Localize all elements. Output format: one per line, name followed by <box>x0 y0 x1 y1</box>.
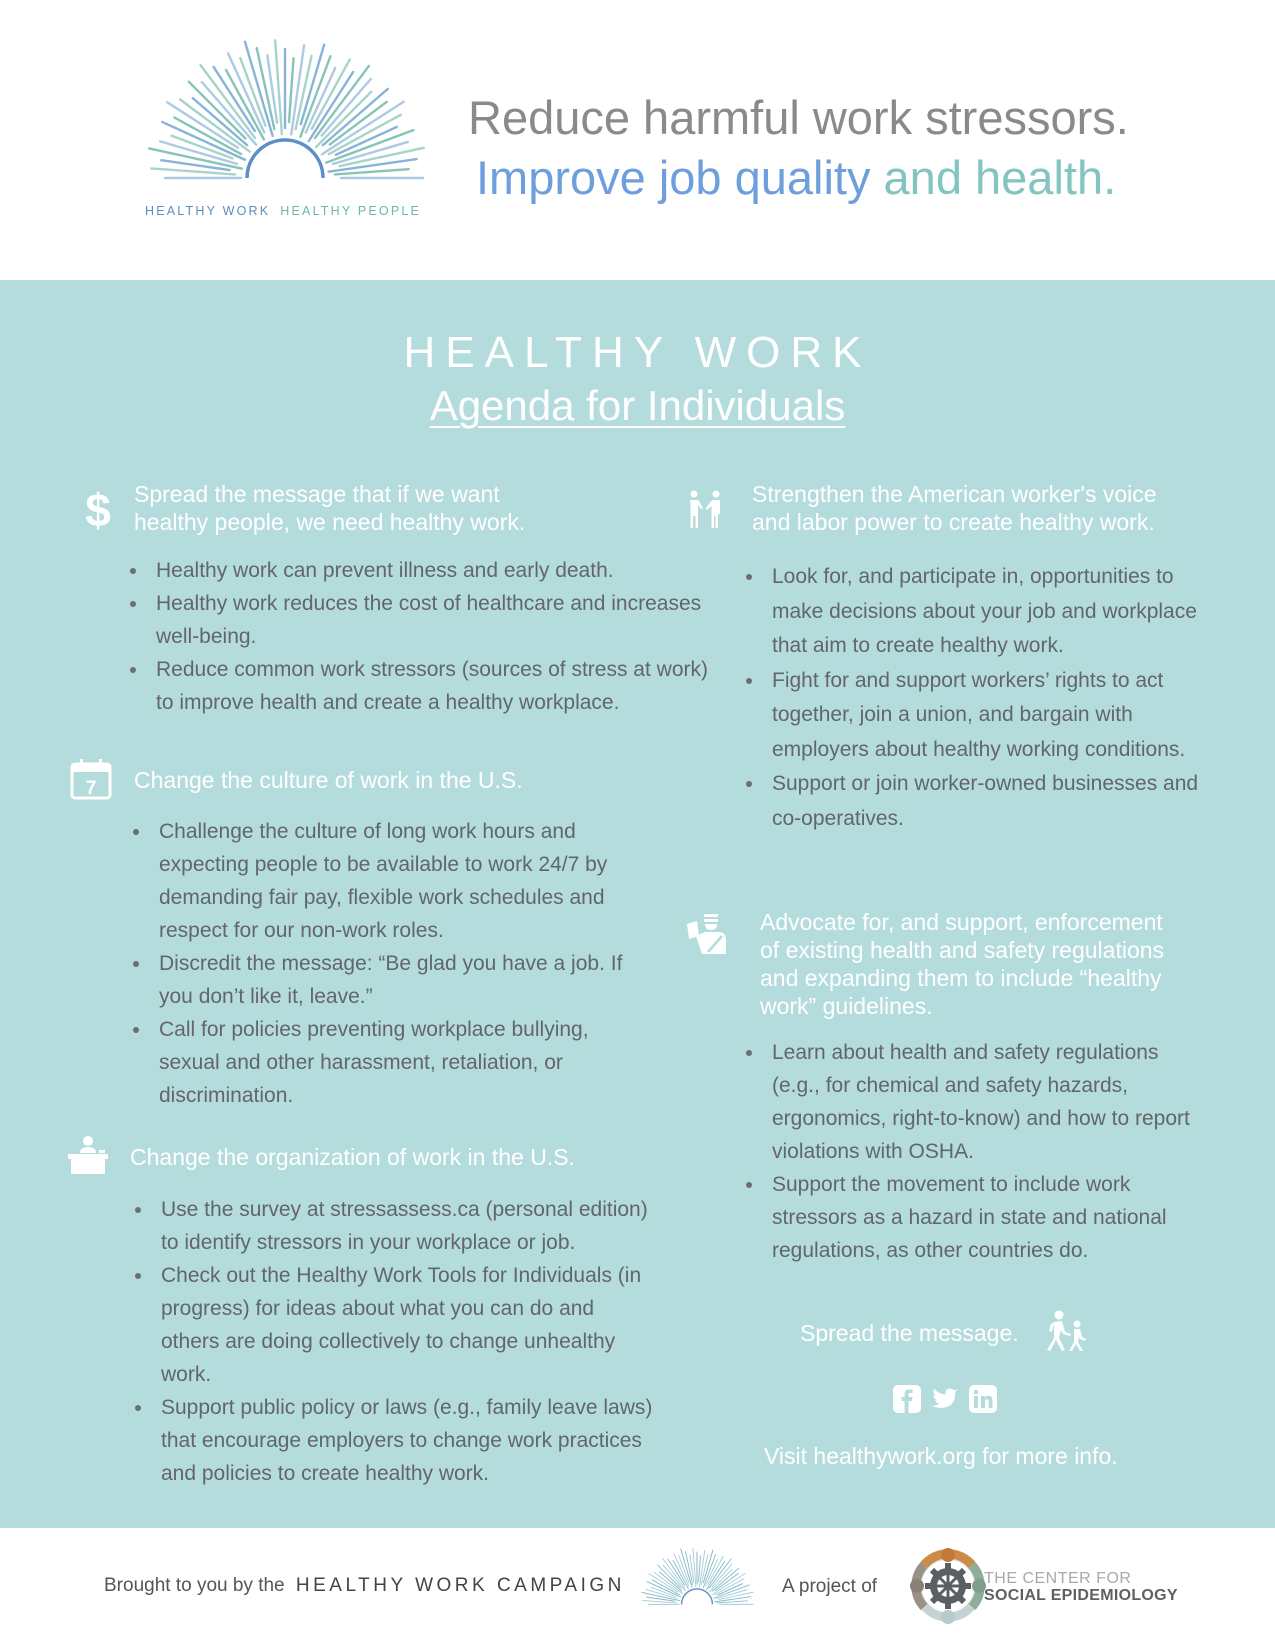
sun-ray <box>714 1585 749 1598</box>
list-item: Reduce common work stressors (sources of stress at work) to improve health and create a healthy workplace. <box>130 653 730 719</box>
cse-wheel-logo-icon <box>910 1548 986 1624</box>
spread-message-text: Spread the message. <box>800 1320 1019 1346</box>
sun-ray <box>161 160 229 170</box>
list-item: Learn about health and safety regulations (e.g., for chemical and safety hazards, ergonomics, right-to-know) and how to report violations with OSHA. <box>746 1036 1206 1168</box>
list-item: Challenge the culture of long work hours and expecting people to be available to work 24/7 by demanding fair pay, flexible work schedules and respect for our non-work roles. <box>133 815 633 947</box>
social-links <box>893 1385 997 1415</box>
sun-ray <box>699 1556 701 1582</box>
sun-ray <box>289 58 294 122</box>
list-item: Fight for and support workers’ rights to act together, join a union, and bargain with employers about healthy working conditions. <box>746 664 1206 768</box>
headline-line2-part2: and health. <box>883 151 1117 204</box>
facebook-icon[interactable] <box>893 1385 921 1413</box>
bullet-list <box>746 1036 1206 1267</box>
calendar-icon-label: 7 <box>85 778 97 799</box>
agenda-panel <box>0 280 1275 1528</box>
list-item: Support or join worker-owned businesses and co-operatives. <box>746 767 1206 836</box>
section-heading: Strengthen the American worker's voice and labor power to create healthy work. <box>752 481 1157 535</box>
cse-name-line1: THE CENTER FOR <box>984 1570 1132 1587</box>
calendar-icon <box>70 758 116 804</box>
sun-ray <box>647 1597 675 1601</box>
section-heading: Advocate for, and support, enforcement of existing health and safety regulations and expanding them to include “healthy work” guidelines. <box>760 909 1165 1019</box>
cse-name-line2: SOCIAL EPIDEMIOLOGY <box>984 1587 1178 1604</box>
dollar-icon <box>78 486 124 532</box>
headline-line1: Reduce harmful work stressors. <box>468 91 1129 144</box>
sun-ray <box>690 1554 694 1581</box>
section-heading: Spread the message that if we want healthy people, we need healthy work. <box>134 481 526 535</box>
list-item: Healthy work reduces the cost of healthcare and increases well-being. <box>130 587 730 653</box>
bullet-list <box>133 815 633 1112</box>
list-item: Look for, and participate in, opportunities to make decisions about your job and workplace that aim to create healthy work. <box>746 560 1206 664</box>
section-heading: Change the culture of work in the U.S. <box>134 767 523 793</box>
brought-by-text: Brought to you by the <box>104 1575 285 1596</box>
list-item: Support public policy or laws (e.g., family leave laws) that encourage employers to change work practices and policies to create healthy work. <box>135 1391 655 1490</box>
list-item: Support the movement to include work stressors as a hazard in state and national regulations, as other countries do. <box>746 1168 1206 1267</box>
twitter-icon[interactable] <box>931 1385 959 1413</box>
walking-people-icon <box>1043 1310 1087 1352</box>
sun-arc <box>247 140 323 178</box>
bullet-list <box>130 554 730 719</box>
sun-arc <box>682 1589 713 1604</box>
footer-brought-by <box>104 1575 625 1597</box>
visit-website-link[interactable]: Visit healthywork.org for more info. <box>764 1443 1118 1469</box>
project-of-text: A project of <box>782 1576 878 1597</box>
sunrise-rays-logo-icon <box>135 38 435 198</box>
section-heading: Change the organization of work in the U.S. <box>130 1144 575 1170</box>
sun-ray <box>326 130 413 163</box>
list-item: Discredit the message: “Be glad you have a job. If you don’t like it, leave.” <box>133 947 633 1013</box>
healthy-work-logo <box>135 38 435 223</box>
bullet-list <box>135 1193 655 1490</box>
inspector-icon <box>686 914 732 960</box>
logo-tagline-part1: HEALTHY WORK <box>145 204 271 218</box>
agenda-title: HEALTHY WORK <box>403 328 872 377</box>
agenda-subtitle: Agenda for Individuals <box>429 382 846 429</box>
person-at-desk-icon <box>68 1135 114 1181</box>
campaign-name: HEALTHY WORK CAMPAIGN <box>295 1575 625 1596</box>
list-item: Use the survey at stressassess.ca (personal edition) to identify stressors in your workplace or job. <box>135 1193 655 1259</box>
logo-tagline <box>145 204 435 218</box>
list-item: Check out the Healthy Work Tools for Individuals (in progress) for ideas about what you can do and others are doing collectively to change unhealthy work. <box>135 1259 655 1391</box>
footer-sunrise-logo-icon <box>636 1546 758 1614</box>
bullet-list <box>746 560 1206 836</box>
two-people-icon <box>686 490 732 536</box>
list-item: Healthy work can prevent illness and early death. <box>130 554 730 587</box>
footer <box>0 1528 1275 1650</box>
headline-line2 <box>468 148 1129 208</box>
logo-tagline-part2: HEALTHY PEOPLE <box>280 204 422 218</box>
headline <box>468 88 1129 208</box>
cse-name <box>984 1570 1178 1604</box>
header <box>0 0 1275 280</box>
svg-text:$: $ <box>85 486 111 532</box>
linkedin-icon[interactable] <box>969 1385 997 1413</box>
list-item: Call for policies preventing workplace bullying, sexual and other harassment, retaliation, or discrimination. <box>133 1013 633 1112</box>
sun-ray <box>267 55 277 122</box>
headline-line2-part1: Improve job quality <box>476 151 871 204</box>
